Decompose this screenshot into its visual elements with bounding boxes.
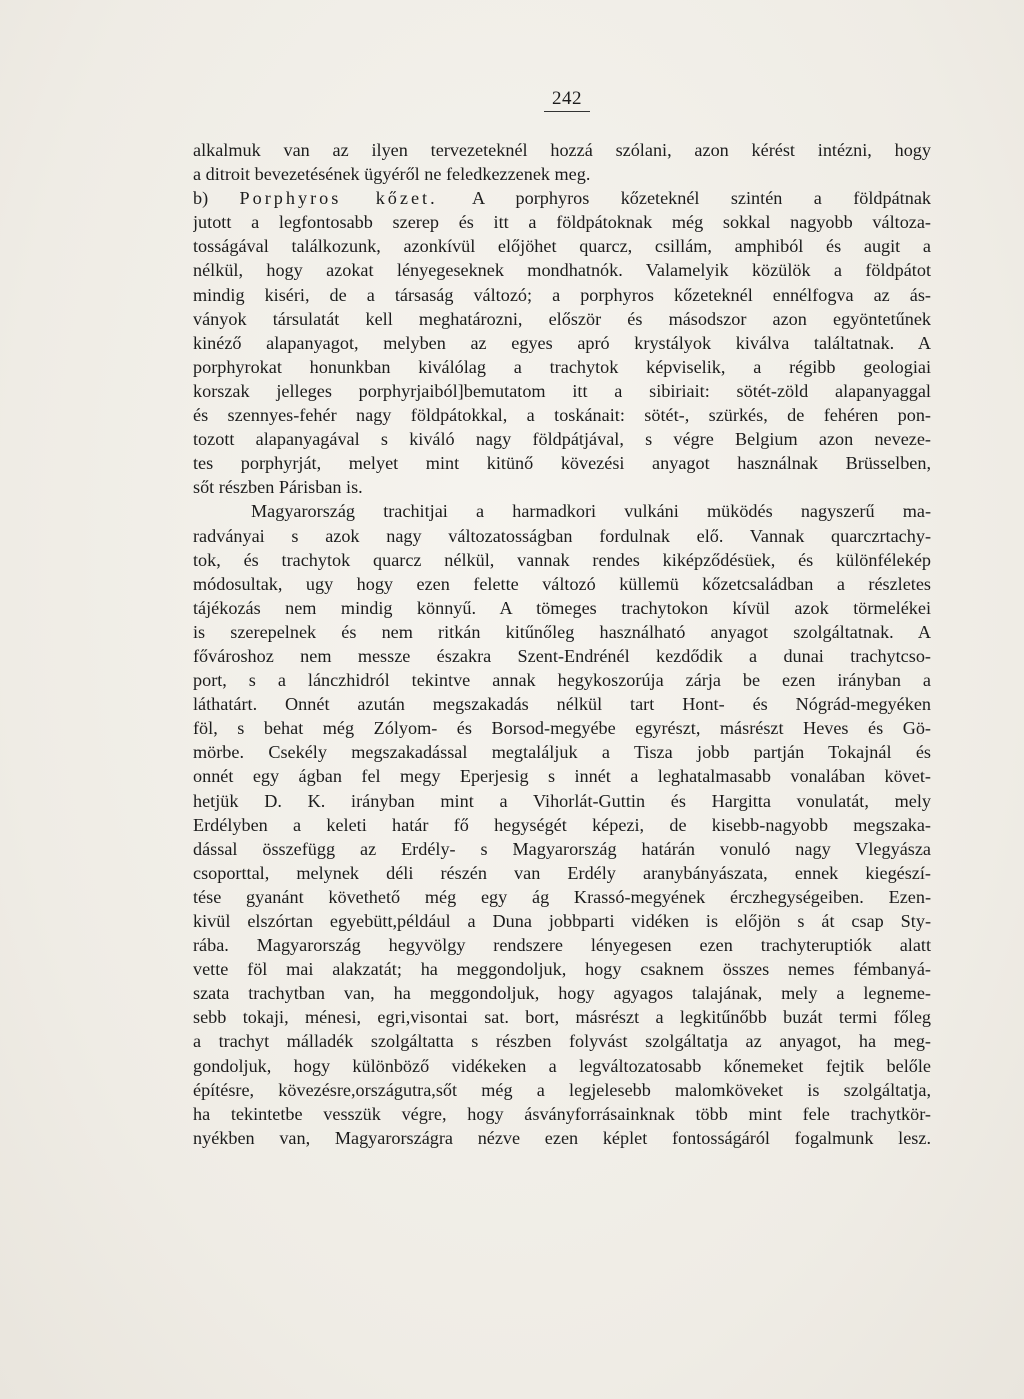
text-line: radványai s azok nagy változatosságban fordulnak elő. Vannak quarczrtachy- (193, 525, 931, 546)
text-line: sőt részben Párisban is. (193, 477, 363, 498)
page-number-container (0, 88, 1024, 112)
section-heading: Porphyros kőzet. (239, 188, 473, 209)
text-line: ványok társulatát kell meghatározni, először és másodszor azon egyöntetűnek (193, 308, 931, 329)
text-line: Magyarország trachitjai a harmadkori vulkáni müködés nagyszerű ma- (251, 501, 931, 522)
text-line: tozott alapanyagával s kiváló nagy földpátjával, s végre Belgium azon neveze- (193, 429, 931, 450)
text-line: csoporttal, melynek déli részén van Erdély aranybányászata, ennek kiegészí- (193, 862, 931, 883)
text-line: hetjük D. K. irányban mint a Vihorlát-Guttin és Hargitta vonulatát, mely (193, 790, 931, 811)
text-line: mindig kiséri, de a társaság változó; a porphyros kőzeteknél ennélfogva az ás- (193, 284, 931, 305)
text-line: korszak jelleges porphyrjaiból]bemutatom itt a sibiriait: sötét-zöld alapanyaggal (193, 380, 931, 401)
page-number: 242 (544, 88, 590, 112)
text-line: vette föl mai alakzatát; ha meggondoljuk, hogy csaknem összes nemes fémbanyá- (193, 959, 931, 980)
text-line: tése gyanánt követhető még egy ág Krassó-megyének érczhegységeiben. Ezen- (193, 886, 931, 907)
text-line: fővároshoz nem messze északra Szent-Endrénél kezdődik a dunai trachytcso- (193, 645, 931, 666)
text-line: nyékben van, Magyarországra nézve ezen képlet fontosságáról fogalmunk lesz. (193, 1127, 931, 1148)
text-line: is szerepelnek és nem ritkán kitűnőleg használható anyagot szolgáltatnak. A (193, 621, 931, 642)
text-line: építésre, kövezésre,országutra,sőt még a legjelesebb malomköveket is szolgáltatja, (193, 1079, 931, 1100)
text-line: a trachyt málladék szolgáltatta s részben folyvást szolgáltatja az anyagot, ha meg- (193, 1031, 931, 1052)
text-line: sebb tokaji, ménesi, egri,visontai sat. bort, másrészt a legkitűnőbb buzát termi főleg (193, 1007, 931, 1028)
text-line: módosultak, ugy hogy ezen felette változó küllemü kőzetcsaládban a részletes (193, 573, 931, 594)
text-line: nélkül, hogy azokat lényegeseknek mondhatnók. Valamelyik közülök a földpátot (193, 260, 931, 281)
text-line: Erdélyben a keleti határ fő hegységét képezi, de kisebb-nagyobb megszaka- (193, 814, 931, 835)
text-line: tes porphyrját, melyet mint kitünő kövezési anyagot használnak Brüsselben, (193, 453, 931, 474)
body-text (193, 138, 931, 1150)
section-marker: b) (193, 188, 240, 209)
text-line: tok, és trachytok quarcz nélkül, vannak rendes kiképződésüek, és különfélekép (193, 549, 931, 570)
text-line: port, s a lánczhidról tekintve annak hegykoszorúja zárja be ezen irányban a (193, 670, 931, 691)
text-line (193, 186, 931, 210)
text-line: gondoljuk, hogy különböző vidékeken a legváltozatosabb kőnemeket fejtik belőle (193, 1055, 931, 1076)
text-line: kinéző alapanyagot, melyben az egyes apró krystályok kiválva találtatnak. A (193, 332, 931, 353)
text-line: tájékozás nem mindig könnyű. A tömeges trachytokon kívül azok törmelékei (193, 597, 931, 618)
text-line: rába. Magyarország hegyvölgy rendszere lényegesen ezen trachyteruptiók alatt (193, 935, 931, 956)
text-line: és szennyes-fehér nagy földpátokkal, a toskánait: sötét-, szürkés, de fehéren pon- (193, 405, 931, 426)
text-line: mörbe. Csekély megszakadással megtaláljuk a Tisza jobb partján Tokajnál és (193, 742, 931, 763)
line-text: A porphyros kőzeteknél szintén a földpátnak (472, 188, 931, 209)
text-line: a ditroit bevezetésének ügyéről ne feledkezzenek meg. (193, 164, 591, 185)
text-line: láthatárt. Onnét azután megszakadás nélkül tart Hont- és Nógrád-megyéken (193, 694, 931, 715)
text-line: onnét egy ágban fel megy Eperjesig s innét a leghatalmasabb vonalában követ- (193, 766, 931, 787)
text-line: dással összefügg az Erdély- s Magyarország határán vonuló nagy Vlegyásza (193, 838, 931, 859)
text-line: föl, s behat még Zólyom- és Borsod-megyébe egyrészt, másrészt Heves és Gö- (193, 718, 931, 739)
text-line: porphyrokat honunkban kiválólag a trachytok képviselik, a régibb geologiai (193, 356, 931, 377)
text-line: alkalmuk van az ilyen tervezeteknél hozzá szólani, azon kérést intézni, hogy (193, 140, 931, 160)
text-line: ha tekintetbe vesszük végre, hogy ásványforrásainknak több mint fele trachytkör- (193, 1103, 931, 1124)
text-line: kivül elszórtan egyebütt,például a Duna jobbparti vidéken is előjön s át csap Sty- (193, 911, 931, 931)
text-line: jutott a legfontosabb szerep és itt a földpátoknak még sokkal nagyobb változa- (193, 212, 931, 233)
text-line: szata trachytban van, ha meggondoljuk, hogy agyagos talajának, mely a legneme- (193, 983, 931, 1004)
text-line: tosságával találkozunk, azonkívül előjöhet quarcz, csillám, amphiból és augit a (193, 236, 931, 257)
